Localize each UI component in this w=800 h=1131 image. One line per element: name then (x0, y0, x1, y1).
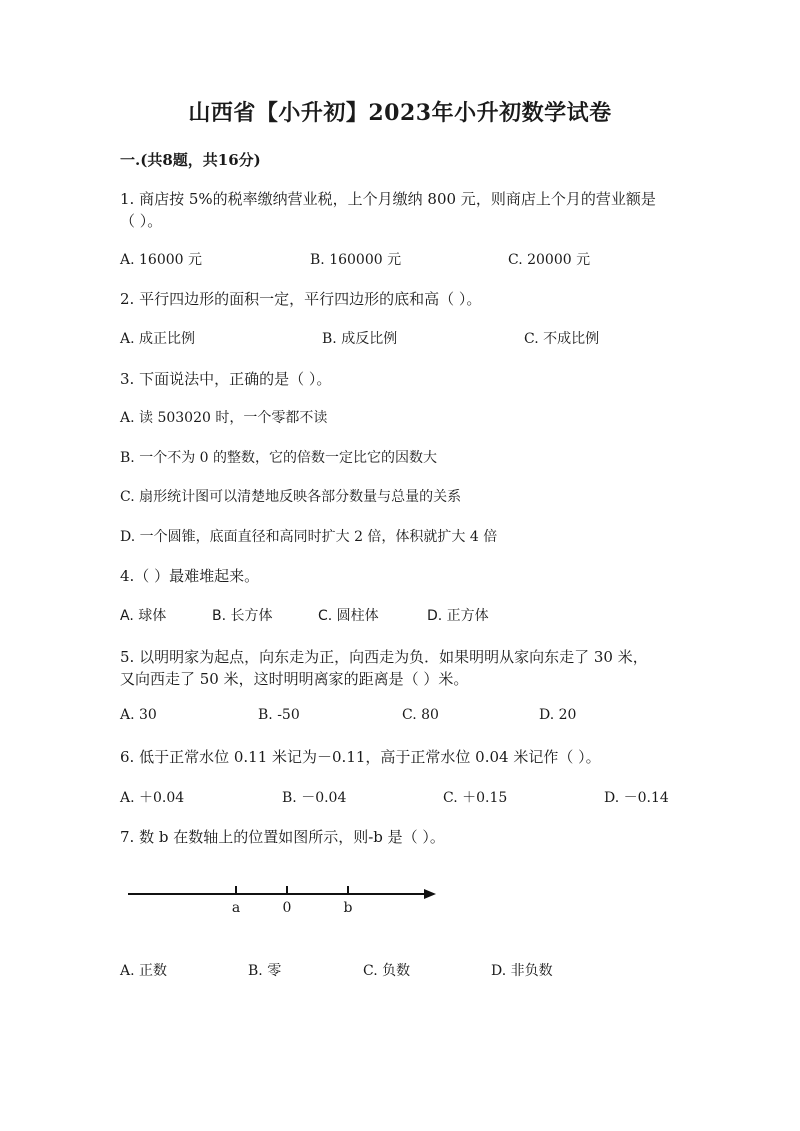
question-3-option-a: A. 读 503020 时，一个零都不读 (120, 410, 328, 426)
question-2-option-c: C. 不成比例 (524, 331, 600, 347)
question-3-option-c: C. 扇形统计图可以清楚地反映各部分数量与总量的关系 (120, 489, 462, 505)
label-a: a (231, 900, 241, 916)
question-7-option-b: B. 零 (248, 963, 282, 979)
question-5-option-d: D. 20 (539, 707, 577, 723)
question-1-option-a: A. 16000 元 (120, 252, 202, 268)
question-5-option-c: C. 80 (402, 707, 439, 723)
question-2-option-b: B. 成反比例 (322, 331, 398, 347)
question-1-line-1: 1. 商店按 5%的税率缴纳营业税，上个月缴纳 800 元，则商店上个月的营业额是 (120, 190, 656, 208)
question-5-line-2: 又向西走了 50 米，这时明明离家的距离是（ ）米。 (120, 670, 469, 688)
question-7-line-1: 7. 数 b 在数轴上的位置如图所示，则-b 是（ ）。 (120, 828, 445, 846)
question-6-line-1: 6. 低于正常水位 0.11 米记为－0.11，高于正常水位 0.04 米记作（ ）。 (120, 748, 601, 766)
question-4-line-1: 4.（ ）最难堆起来。 (120, 567, 260, 585)
question-7-option-a: A. 正数 (120, 963, 168, 979)
question-5-option-a: A. 30 (120, 707, 157, 723)
label-b: b (343, 900, 353, 916)
question-3-option-d: D. 一个圆锥，底面直径和高同时扩大 2 倍，体积就扩大 4 倍 (120, 529, 498, 545)
question-4-option-a: A. 球体 (120, 608, 167, 624)
question-1-option-c: C. 20000 元 (508, 252, 591, 268)
question-6-option-c: C. ＋0.15 (443, 790, 508, 806)
question-5-option-b: B. -50 (258, 707, 300, 723)
question-6-option-a: A. ＋0.04 (120, 790, 185, 806)
question-6-option-d: D. －0.14 (604, 790, 669, 806)
question-3-option-b: B. 一个不为 0 的整数，它的倍数一定比它的因数大 (120, 450, 437, 466)
question-1-option-b: B. 160000 元 (310, 252, 402, 268)
question-3-line-1: 3. 下面说法中，正确的是（ ）。 (120, 370, 332, 388)
question-4-option-c: C. 圆柱体 (318, 608, 379, 624)
arrow-right-icon (424, 889, 436, 899)
label-zero: 0 (282, 900, 292, 916)
question-5-line-1: 5. 以明明家为起点，向东走为正，向西走为负．如果明明从家向东走了 30 米， (120, 648, 648, 666)
page-title: 山西省【小升初】2023年小升初数学试卷 (188, 100, 612, 126)
question-7-option-c: C. 负数 (363, 963, 411, 979)
question-7-option-d: D. 非负数 (491, 963, 553, 979)
question-2-option-a: A. 成正比例 (120, 331, 196, 347)
question-4-option-b: B. 长方体 (212, 608, 273, 624)
question-2-line-1: 2. 平行四边形的面积一定，平行四边形的底和高（ ）。 (120, 290, 482, 308)
number-line-figure (0, 870, 800, 930)
question-1-line-2: （ ）。 (120, 212, 163, 230)
question-4-option-d: D. 正方体 (427, 608, 489, 624)
section-heading: 一.(共8题，共16分) (120, 151, 261, 169)
question-6-option-b: B. －0.04 (282, 790, 347, 806)
